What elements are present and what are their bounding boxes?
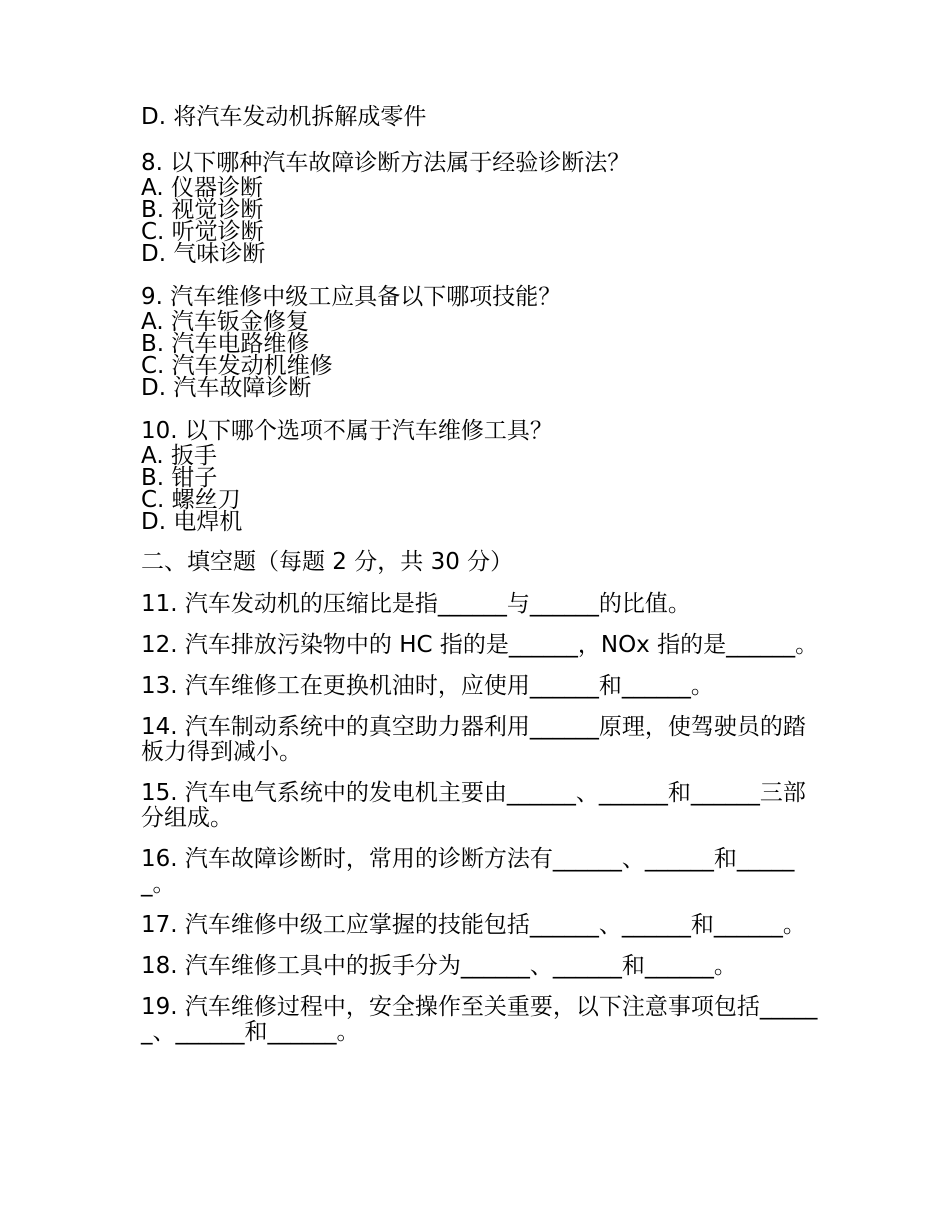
option-a: A. 汽车钣金修复 (141, 309, 309, 335)
document-page (141, 104, 821, 1045)
option-c: C. 螺丝刀 (141, 487, 241, 513)
option-b: B. 汽车电路维修 (141, 331, 310, 357)
question-8 (141, 150, 821, 265)
fill-question-16: 16. 汽车故障诊断时，常用的诊断方法有______、______和______。 (141, 846, 795, 897)
option-b: B. 视觉诊断 (141, 197, 264, 223)
option-d: D. 汽车故障诊断 (141, 375, 312, 401)
question-stem: 9. 汽车维修中级工应具备以下哪项技能？ (141, 284, 562, 310)
option-a: A. 扳手 (141, 443, 217, 469)
fill-question-11: 11. 汽车发动机的压缩比是指______与______的比值。 (141, 591, 691, 617)
option-b: B. 钳子 (141, 465, 218, 491)
question-9 (141, 284, 821, 399)
question-stem: 8. 以下哪种汽车故障诊断方法属于经验诊断法？ (141, 150, 631, 176)
option-d: D. 气味诊断 (141, 241, 266, 267)
fill-question-17: 17. 汽车维修中级工应掌握的技能包括______、______和______。 (141, 912, 806, 938)
option-c: C. 听觉诊断 (141, 219, 264, 245)
fill-question-19: 19. 汽车维修过程中，安全操作至关重要，以下注意事项包括______、______和______。 (141, 994, 818, 1045)
section2-title: 二、填空题（每题 2 分，共 30 分） (141, 549, 514, 575)
question-10 (141, 418, 821, 533)
option-c: C. 汽车发动机维修 (141, 353, 333, 379)
option-a: A. 仪器诊断 (141, 175, 263, 201)
option-d: D. 电焊机 (141, 509, 243, 535)
fill-question-15: 15. 汽车电气系统中的发电机主要由______、______和______三部分组成。 (141, 780, 806, 831)
fill-question-13: 13. 汽车维修工在更换机油时，应使用______和______。 (141, 673, 714, 699)
q7-option-d: D. 将汽车发动机拆解成零件 (141, 104, 427, 130)
fill-question-12: 12. 汽车排放污染物中的 HC 指的是______，NOx 指的是______。 (141, 632, 819, 658)
question-stem: 10. 以下哪个选项不属于汽车维修工具？ (141, 418, 553, 444)
fill-question-14: 14. 汽车制动系统中的真空助力器利用______原理，使驾驶员的踏板力得到减小。 (141, 714, 806, 765)
fill-question-18: 18. 汽车维修工具中的扳手分为______、______和______。 (141, 953, 737, 979)
